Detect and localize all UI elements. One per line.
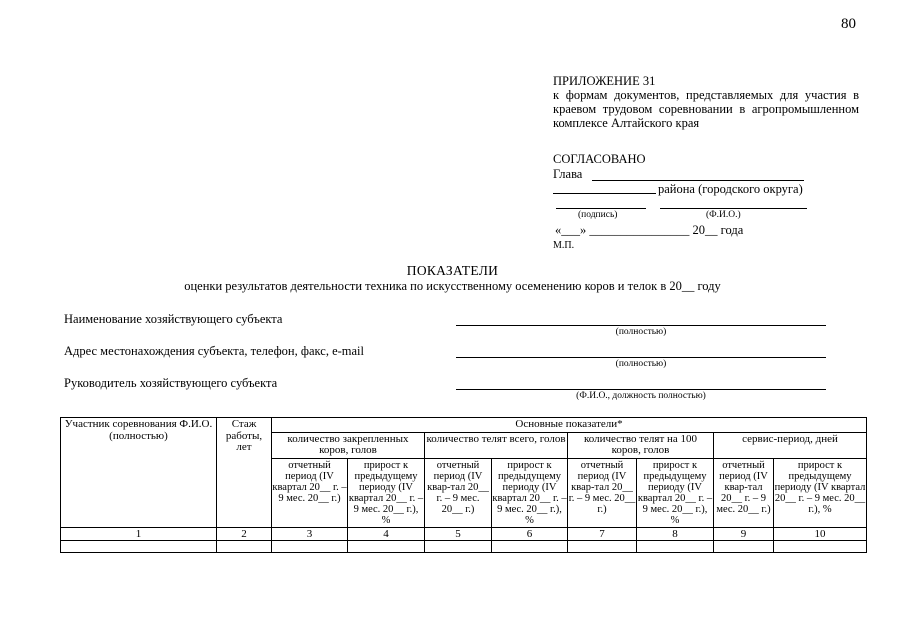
table-cell[interactable] (425, 540, 492, 552)
appendix-text: к формам документов, представляемых для участия в краевом трудовом соревновании в агропромышленном комплексе Алтайского края (553, 88, 859, 130)
fio-hint: (Ф.И.О.) (706, 210, 741, 220)
head-label: Глава (553, 167, 583, 181)
subheader-cell: прирост к предыдущему периоду (IV квартал 20__ г. – 9 мес. 20__ г.), % (637, 459, 713, 526)
stamp-place: М.П. (553, 240, 575, 251)
head-signature-line (592, 180, 804, 181)
column-number: 7 (568, 527, 637, 540)
document-title: ПОКАЗАТЕЛИ (406, 263, 499, 278)
table-cell[interactable] (492, 540, 568, 552)
group-header-cows: количество закрепленных коров, голов (272, 432, 425, 458)
column-number: 10 (774, 527, 867, 540)
subheader-cell: прирост к предыдущему периоду (IV квартал 20__ г. – 9 мес. 20__ г.), % (348, 459, 424, 526)
signature-line (556, 208, 646, 209)
field-line-director[interactable] (456, 389, 826, 390)
column-number: 2 (217, 527, 272, 540)
page-number: 80 (841, 16, 856, 32)
table-cell[interactable] (217, 540, 272, 552)
group-header-calves-total: количество телят всего, голов (425, 432, 568, 458)
table-cell[interactable] (714, 540, 774, 552)
field-hint-entity-name: (полностью) (615, 327, 667, 337)
group-header-calves-per-100: количество телят на 100 коров, голов (568, 432, 714, 458)
district-label: района (городского округа) (658, 182, 803, 196)
subheader-cell: отчетный период (IV квар-тал 20__ г. – 9 мес. 20__ г.) (568, 458, 637, 527)
document-subtitle: оценки результатов деятельности техника по искусственному осеменению коров и телок в 20__ году (184, 279, 721, 293)
field-label-director: Руководитель хозяйствующего субъекта (64, 376, 278, 390)
subheader-cell: отчетный период (IV квар-тал 20__ г. – 9 мес. 20__ г.) (425, 458, 492, 527)
participant-header: Участник соревнования Ф.И.О. (полностью) (61, 418, 217, 528)
table-row (61, 540, 867, 552)
appendix-header: ПРИЛОЖЕНИЕ 31 (553, 74, 656, 88)
table-cell[interactable] (348, 540, 425, 552)
column-number: 4 (348, 527, 425, 540)
signature-hint: (подпись) (578, 210, 618, 220)
fio-line (660, 208, 807, 209)
column-number: 5 (425, 527, 492, 540)
column-number-row (61, 527, 867, 540)
subheader-cell: отчетный период (IV квартал 20__ г. – 9 мес. 20__ г.) (272, 458, 348, 527)
subheader-cell: отчетный период (IV квар-тал 20__ г. – 9 мес. 20__ г.) (714, 458, 774, 527)
field-label-entity-name: Наименование хозяйствующего субъекта (64, 312, 283, 326)
appendix-block (553, 74, 859, 130)
column-number: 8 (637, 527, 714, 540)
column-number: 1 (61, 527, 217, 540)
field-line-address[interactable] (456, 357, 826, 358)
field-label-address: Адрес местонахождения субъекта, телефон, факс, e-mail (64, 344, 365, 358)
column-number: 6 (492, 527, 568, 540)
table-cell[interactable] (568, 540, 637, 552)
field-hint-address: (полностью) (615, 359, 667, 369)
district-name-line (553, 193, 656, 194)
date-line: «___» ________________ 20__ года (555, 223, 744, 237)
agreed-label: СОГЛАСОВАНО (553, 152, 646, 166)
subheader-cell: прирост к предыдущему периоду (IV квартал 20__ г. – 9 мес. 20__ г.), % (492, 459, 567, 526)
field-line-entity-name[interactable] (456, 325, 826, 326)
subheader-cell: прирост к предыдущему периоду (IV квартал 20__ г. – 9 мес. 20__ г.), % (774, 458, 867, 527)
table-cell[interactable] (272, 540, 348, 552)
main-indicators-header: Основные показатели* (272, 418, 867, 433)
table-cell[interactable] (61, 540, 217, 552)
table-cell[interactable] (637, 540, 714, 552)
column-number: 3 (272, 527, 348, 540)
field-hint-director: (Ф.И.О., должность полностью) (576, 391, 706, 401)
column-number: 9 (714, 527, 774, 540)
group-header-service-period: сервис-период, дней (714, 432, 867, 458)
table-cell[interactable] (774, 540, 867, 552)
indicators-table (60, 417, 867, 553)
table-header-row (61, 418, 867, 433)
experience-header: Стаж работы, лет (217, 418, 272, 528)
